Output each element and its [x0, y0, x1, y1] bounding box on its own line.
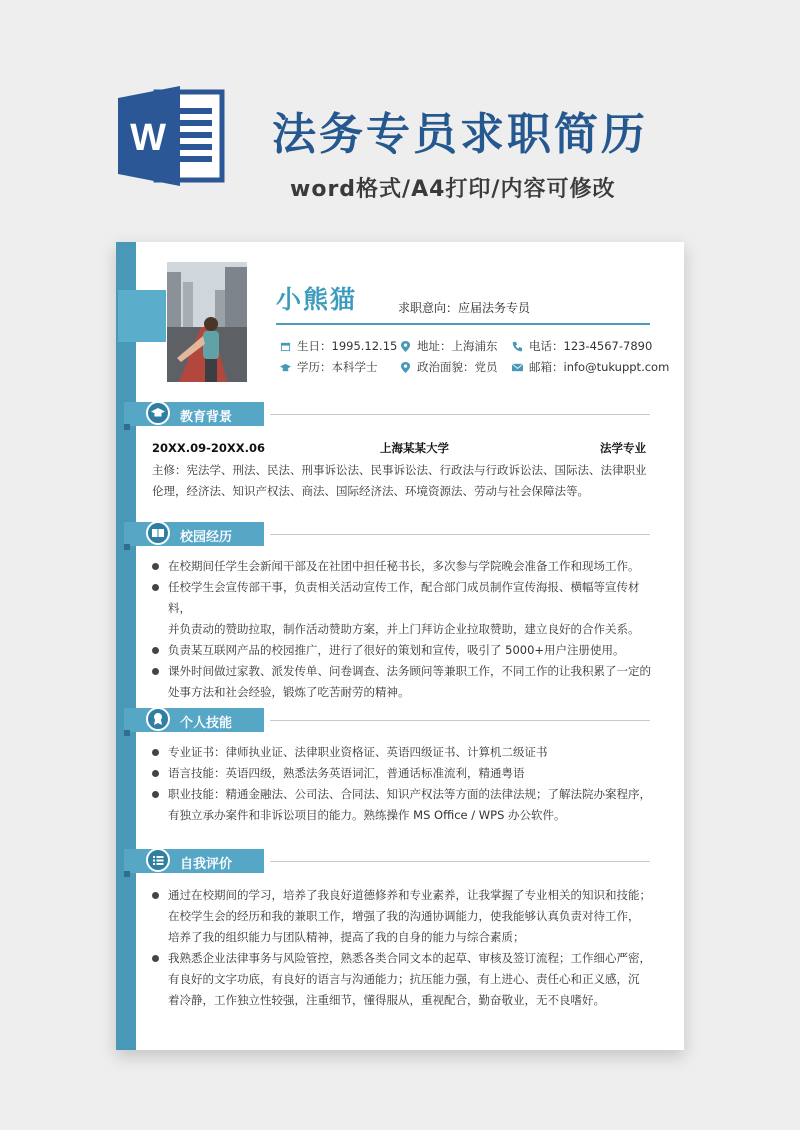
skills-list [152, 742, 662, 826]
section-tab-fold [124, 544, 130, 550]
book-icon [146, 521, 170, 545]
location-pin-icon [400, 341, 411, 352]
list-icon [146, 848, 170, 872]
email-text: 邮箱：info@tukuppt.com [529, 360, 670, 374]
list-item: 职业技能：精通金融法、公司法、合同法、知识产权法等方面的法律法规；了解法院办案程序， 有独立承办案件和非诉讼项目的能力。熟练操作 MS Office / WPS 办公软件。 [152, 784, 662, 826]
section-tab-fold [124, 424, 130, 430]
list-item: 专业证书：律师执业证、法律职业资格证、英语四级证书、计算机二级证书 [152, 742, 662, 763]
list-item: 负责某互联网产品的校园推广，进行了很好的策划和宣传，吸引了 5000+用户注册使用。 [152, 640, 662, 661]
edu-major: 法学专业 [600, 441, 646, 455]
info-education [280, 359, 378, 375]
edu-courses-line-1: 主修：宪法学、刑法、民法、刑事诉讼法、民事诉讼法、行政法与行政诉讼法、国际法、法律职业 [152, 463, 647, 477]
section-rule [270, 861, 650, 862]
page-subtitle: word格式/A4打印/内容可修改 [290, 177, 616, 202]
info-birth [280, 338, 397, 354]
info-phone [512, 338, 652, 354]
self-eval-list [152, 885, 662, 1011]
section-rule [270, 414, 650, 415]
job-intent: 求职意向：应届法务专员 [398, 301, 531, 315]
side-accent-bar [116, 242, 136, 1050]
list-item: 在校期间任学生会新闻干部及在社团中担任秘书长，多次参与学院晚会准备工作和现场工作。 [152, 556, 662, 577]
photo-accent-block [118, 290, 166, 342]
info-political [400, 359, 498, 375]
edu-period: 20XX.09-20XX.06 [152, 441, 265, 455]
section-header-self [124, 849, 650, 875]
birth-text: 生日：1995.12.15 [297, 339, 398, 353]
campus-list [152, 556, 662, 703]
edu-courses-line-2: 伦理，经济法、知识产权法、商法、国际经济法、环境资源法、劳动与社会保障法等。 [152, 484, 589, 498]
section-header-skills [124, 708, 650, 734]
section-header-education [124, 402, 650, 428]
list-item: 课外时间做过家教、派发传单、问卷调查、法务顾问等兼职工作，不同工作的让我积累了一定的 处事方法和社会经验，锻炼了吃苦耐劳的精神。 [152, 661, 662, 703]
logo-letter: W [130, 117, 166, 159]
political-text: 政治面貌：党员 [417, 360, 498, 374]
section-tab-fold [124, 871, 130, 877]
graduation-cap-icon [146, 401, 170, 425]
section-title-self: 自我评价 [180, 857, 233, 872]
info-email [512, 359, 669, 375]
section-rule [270, 534, 650, 535]
address-text: 地址：上海浦东 [417, 339, 498, 353]
graduation-cap-icon [280, 362, 291, 373]
word-logo-icon [118, 86, 228, 186]
page-title: 法务专员求职简历 [272, 109, 648, 160]
list-item: 我熟悉企业法律事务与风险管控，熟悉各类合同文本的起草、审核及签订流程；工作细心严密， 有良好的文字功底，有良好的语言与沟通能力；抗压能力强，有上进心、责任心和正义感，沉 着冷静，工作独立性较强，注重细节，懂得服从，重视配合，勤奋敬业，无不良嗜好。 [152, 948, 662, 1011]
section-title-campus: 校园经历 [180, 530, 233, 545]
section-tab-fold [124, 730, 130, 736]
list-item: 通过在校期间的学习，培养了我良好道德修养和专业素养，让我掌握了专业相关的知识和技能； 在校学生会的经历和我的兼职工作，增强了我的沟通协调能力，使我能够认真负责对待工作， 培养了我的组织能力与团队精神，提高了我的自身的能力与综合素质； [152, 885, 662, 948]
section-title-education: 教育背景 [180, 410, 233, 425]
education-text: 学历：本科学士 [297, 360, 378, 374]
resume-page [116, 242, 684, 1050]
award-ribbon-icon [146, 707, 170, 731]
info-address [400, 338, 498, 354]
section-title-skills: 个人技能 [180, 716, 233, 731]
edu-school: 上海某某大学 [380, 441, 449, 455]
candidate-name: 小熊猫 [276, 285, 358, 314]
name-divider [276, 323, 650, 325]
calendar-icon [280, 341, 291, 352]
badge-pin-icon [400, 362, 411, 373]
phone-text: 电话：123-4567-7890 [529, 339, 653, 353]
profile-photo [167, 262, 247, 382]
section-rule [270, 720, 650, 721]
section-header-campus [124, 522, 650, 548]
list-item: 任校学生会宣传部干事，负责相关活动宣传工作，配合部门成员制作宣传海报、横幅等宣传材料， 并负责动的赞助拉取，制作活动赞助方案，并上门拜访企业拉取赞助，建立良好的合作关系。 [152, 577, 662, 640]
mail-icon [512, 362, 523, 373]
list-item: 语言技能：英语四级，熟悉法务英语词汇，普通话标准流利，精通粤语 [152, 763, 662, 784]
phone-icon [512, 341, 523, 352]
